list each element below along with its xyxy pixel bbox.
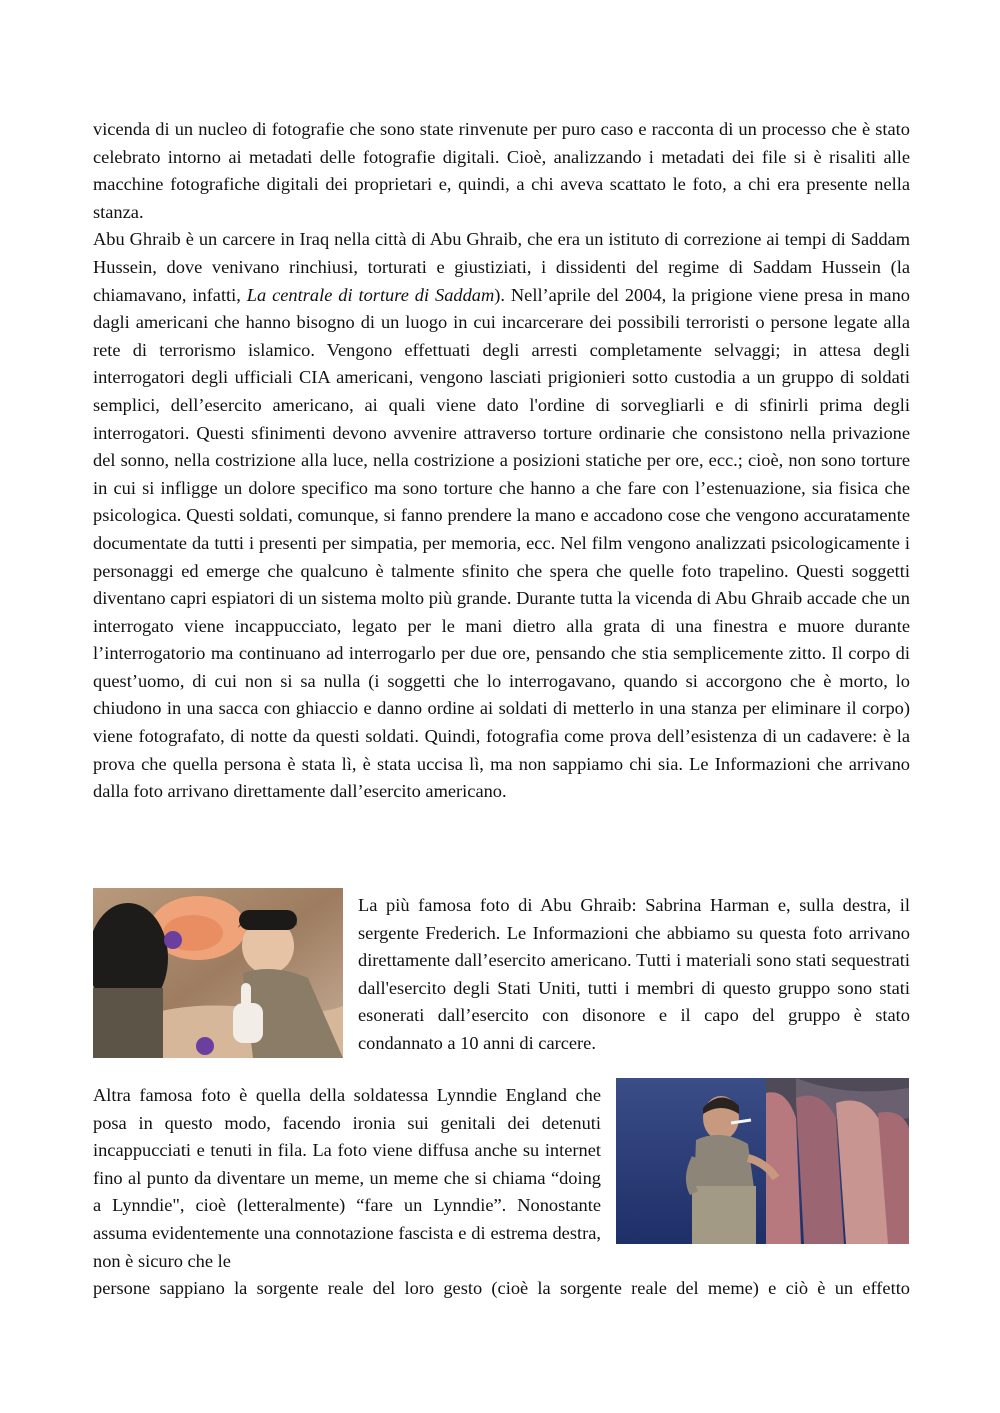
document-page [93, 116, 910, 806]
caption-harman: La più famosa foto di Abu Ghraib: Sabrina Harman e, sulla destra, il sergente Frederich. Le Informazioni che abbiamo su questa foto arrivano direttamente dall’esercito americano. Tutti i materiali sono stati sequestrati dall'esercito degli Stati Uniti, tutti i membri di questo gruppo sono stati esonerati dall’esercito con disonore e il capo del gruppo è stato condannato a 10 anni di carcere. [358, 895, 910, 1053]
photo-harman-image [93, 888, 343, 1058]
paragraph-abu-ghraib [93, 226, 910, 805]
photo-harman [93, 888, 343, 1058]
paragraph-abu-ghraib-part2: ). Nell’aprile del 2004, la prigione viene presa in mano dagli americani che hanno bisogno di un luogo in cui incarcerare dei possibili terroristi o persone legate alla rete di terrorismo islamico. Vengono effettuati degli arresti completamente selvaggi; in attesa degli interrogatori degli ufficiali CIA americani, vengono lasciati prigionieri sotto custodia a un gruppo di soldati semplici, dell’esercito americano, ai quali viene dato l'ordine di sorvegliarli e di sfinirli prima degli interrogatori. Questi sfinimenti devono avvenire attraverso torture ordinarie che consistono nella privazione del sonno, nella costrizione alla luce, nella costrizione a posizioni statiche per ore, ecc.; cioè, non sono torture in cui si infligge un dolore specifico ma sono torture che hanno a che fare con l’estenuazione, sia fisica che psicologica. Questi soldati, comunque, si fanno prendere la mano e accadono cose che vengono accuratamente documentate da tutti i presenti per simpatia, per memoria, ecc. Nel film vengono analizzati psicologicamente i personaggi ed emerge che qualcuno è talmente sfinito che spera che quelle foto trapelino. Questi soggetti diventano capri espiatori di un sistema molto più grande. Durante tutta la vicenda di Abu Ghraib accade che un interrogato viene incappucciato, legato per le mani dietro alla grata di una finestra e muore durante l’interrogatorio ma continuano ad interrogarlo per due ore, pensando che stia semplicemente zitto. Il corpo di quest’uomo, di cui non si sa nulla (i soggetti che lo interrogavano, quando si accorgono che è morto, lo chiudono in una sacca con ghiaccio e danno ordine ai soldati di metterlo in una stanza per eliminare il corpo) viene fotografato, di notte da questi soldati. Quindi, fotografia come prova dell’esistenza di un cadavere: è la prova che quella persona è stata lì, è stata uccisa lì, ma non sappiamo chi sia. Le Informazioni che arrivano dalla foto arrivano direttamente dall’esercito americano. [93, 284, 910, 802]
paragraph-last-line: persone sappiano la sorgente reale del loro gesto (cioè la sorgente reale del meme) e ciò è un effetto [93, 1278, 910, 1298]
photo-england-image [616, 1078, 909, 1244]
italic-title: La centrale di torture di Saddam [246, 284, 495, 305]
caption-england: Altra famosa foto è quella della soldatessa Lynndie England che posa in questo modo, facendo ironia sui genitali dei detenuti incappucciati e tenuti in fila. La foto viene diffusa anche su internet fino al punto da diventare un meme, un meme che si chiama “doing a Lynndie", cioè (letteralmente) “fare un Lynndie”. Nonostante assuma evidentemente una connotazione fascista e di estrema destra, non è sicuro che le [93, 1085, 601, 1271]
photo-england [616, 1078, 909, 1244]
paragraph-metadata: vicenda di un nucleo di fotografie che sono state rinvenute per puro caso e racconta di un processo che è stato celebrato intorno ai metadati delle fotografie digitali. Cioè, analizzando i metadati dei file si è risaliti alle macchine fotografiche digitali dei proprietari e, quindi, a chi aveva scattato le foto, a chi era presente nella stanza. [93, 119, 910, 222]
paragraph-abu-ghraib-part1: Abu Ghraib è un carcere in Iraq nella città di Abu Ghraib, che era un istituto di correzione ai tempi di Saddam Hussein, dove venivano rinchiusi, torturati e giustiziati, i dissidenti del regime di Saddam Hussein (la chiamavano, infatti, [93, 229, 910, 305]
